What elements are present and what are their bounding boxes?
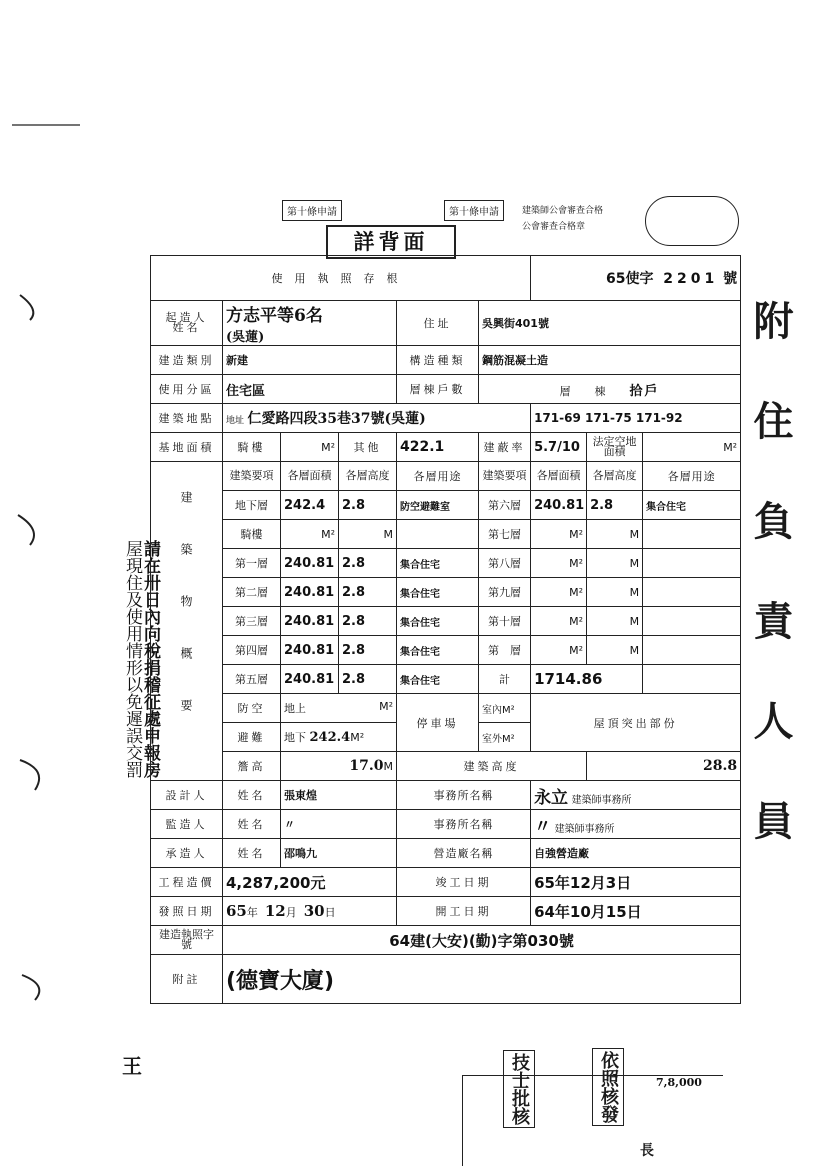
- supervisor-label: 監造人: [151, 810, 223, 839]
- start-value: 64年10月15日: [531, 897, 741, 926]
- stamp-left: 第十條申請: [282, 200, 342, 221]
- done-label: 竣工日期: [397, 868, 531, 897]
- stamp-oval: [645, 196, 739, 246]
- note-label: 附註: [151, 955, 223, 1004]
- zone-value: 住宅區: [223, 375, 397, 404]
- cost-value: 4,287,200元: [223, 868, 397, 897]
- right-notes: 附住負責人員: [747, 300, 794, 900]
- supervisor-office-label: 事務所名稱: [397, 810, 531, 839]
- category-label: 建造類別: [151, 346, 223, 375]
- col-area: 各層面積: [281, 462, 339, 491]
- designer-label: 設計人: [151, 781, 223, 810]
- left-note-col1: 屋現住及使用情形以免遲誤交罰: [122, 540, 142, 778]
- col-item2: 建築要項: [479, 462, 531, 491]
- license-number: 65使字 2201 號: [531, 256, 741, 301]
- floor-row: 第四層 240.81 2.8 集合住宅 第 層 M² M: [151, 636, 741, 665]
- stamp-issue: 依照核發: [592, 1048, 624, 1126]
- margin-mark: 王: [122, 1054, 142, 1078]
- cost-label: 工程造價: [151, 868, 223, 897]
- floor-row: 第一層 240.81 2.8 集合住宅 第八層 M² M: [151, 549, 741, 578]
- category-value: 新建: [223, 346, 397, 375]
- floor-row: 地下層 242.4 2.8 防空避難室 第六層 240.81 2.8 集合住宅: [151, 491, 741, 520]
- bldg-height-label: 建築高度: [397, 752, 587, 781]
- struct-value: 鋼筋混凝土造: [479, 346, 741, 375]
- contractor-name-label: 姓名: [223, 839, 281, 868]
- margin-marks: [0, 0, 140, 1168]
- area-label: 基地面積: [151, 433, 223, 462]
- floors-value: 層 棟 拾戶: [479, 375, 741, 404]
- ratio-label: 建蔽率: [479, 433, 531, 462]
- permit-value: 64建(大安)(勤)字第030號: [223, 926, 741, 955]
- builder-addr: 吳興街401號: [479, 301, 741, 346]
- parking-outdoor: 室外M²: [479, 723, 531, 752]
- col-height: 各層高度: [339, 462, 397, 491]
- struct-label: 構造種類: [397, 346, 479, 375]
- issue-label: 發照日期: [151, 897, 223, 926]
- shelter-label2: 避難: [223, 723, 281, 752]
- section-label: 建築物概要: [151, 462, 223, 781]
- floor-row: 第三層 240.81 2.8 集合住宅 第十層 M² M: [151, 607, 741, 636]
- designer-name: 張東煌: [281, 781, 397, 810]
- roof-label: 屋頂突出部份: [531, 694, 741, 752]
- floor-row: 騎樓 M² M 第七層 M² M: [151, 520, 741, 549]
- other-value: 422.1: [397, 433, 479, 462]
- title-box: 詳背面: [326, 225, 456, 259]
- shelter-above: 地上 M²: [281, 694, 397, 723]
- col-area2: 各層面積: [531, 462, 587, 491]
- contractor-name: 邵鳴九: [281, 839, 397, 868]
- supervisor-name: 〃: [281, 810, 397, 839]
- parking-indoor: 室內M²: [479, 694, 531, 723]
- supervisor-name-label: 姓名: [223, 810, 281, 839]
- ratio-value: 5.7/10: [531, 433, 587, 462]
- permit-label: 建造執照字號: [151, 926, 223, 955]
- roof-value: 28.8: [587, 752, 741, 781]
- site-label: 建築地點: [151, 404, 223, 433]
- shelter-below: 地下 242.4M²: [281, 723, 397, 752]
- shelter-label: 防空: [223, 694, 281, 723]
- arcade-value: M²: [281, 433, 339, 462]
- designer-name-label: 姓名: [223, 781, 281, 810]
- col-height2: 各層高度: [587, 462, 643, 491]
- site-addr: 地址 仁愛路四段35巷37號(吳蓮): [223, 404, 531, 433]
- other-label: 其他: [339, 433, 397, 462]
- stamp-chief: 長: [640, 1143, 654, 1159]
- contractor-firm-label: 營造廠名稱: [397, 839, 531, 868]
- stamp-right-top: 建築師公會審查合格: [522, 206, 604, 216]
- legal-label: 法定空地面積: [587, 433, 643, 462]
- builder-name: 方志平等6名 (吳蓮): [223, 301, 397, 346]
- col-use2: 各層用途: [643, 462, 741, 491]
- designer-office: 永立 建築師事務所: [531, 781, 741, 810]
- site-lot: 171-69 171-75 171-92: [531, 404, 741, 433]
- eaves-label: 簷高: [223, 752, 281, 781]
- contractor-label: 承造人: [151, 839, 223, 868]
- parking-label: 停車場: [397, 694, 479, 752]
- designer-office-label: 事務所名稱: [397, 781, 531, 810]
- legal-value: M²: [643, 433, 741, 462]
- floors-label: 層棟戶數: [397, 375, 479, 404]
- stamp-right-bottom: 公會審查合格章: [522, 222, 586, 232]
- form-title: 使用執照存根: [151, 256, 531, 301]
- stamp-number: 7,8,000: [656, 1076, 702, 1089]
- col-item: 建築要項: [223, 462, 281, 491]
- start-label: 開工日期: [397, 897, 531, 926]
- issue-value: 65年 12月 30日: [223, 897, 397, 926]
- col-use: 各層用途: [397, 462, 479, 491]
- left-note-col2: 請在卅日內向稅捐稽征處申報房: [140, 540, 160, 778]
- arcade-label: 騎樓: [223, 433, 281, 462]
- eaves-value: 17.0M: [281, 752, 397, 781]
- stamp-mid: 第十條申請: [444, 200, 504, 221]
- contractor-firm: 自強營造廠: [531, 839, 741, 868]
- floor-row: 第二層 240.81 2.8 集合住宅 第九層 M² M: [151, 578, 741, 607]
- builder-label: 起造人 姓名: [151, 301, 223, 346]
- note-value: (德寶大廈): [223, 955, 741, 1004]
- builder-addr-label: 住址: [397, 301, 479, 346]
- supervisor-office: 〃 建築師事務所: [531, 810, 741, 839]
- floor-row: 第五層 240.81 2.8 集合住宅 計 1714.86: [151, 665, 741, 694]
- done-value: 65年12月3日: [531, 868, 741, 897]
- stamp-approve: 技士批核: [503, 1050, 535, 1128]
- license-form: [150, 255, 741, 1004]
- zone-label: 使用分區: [151, 375, 223, 404]
